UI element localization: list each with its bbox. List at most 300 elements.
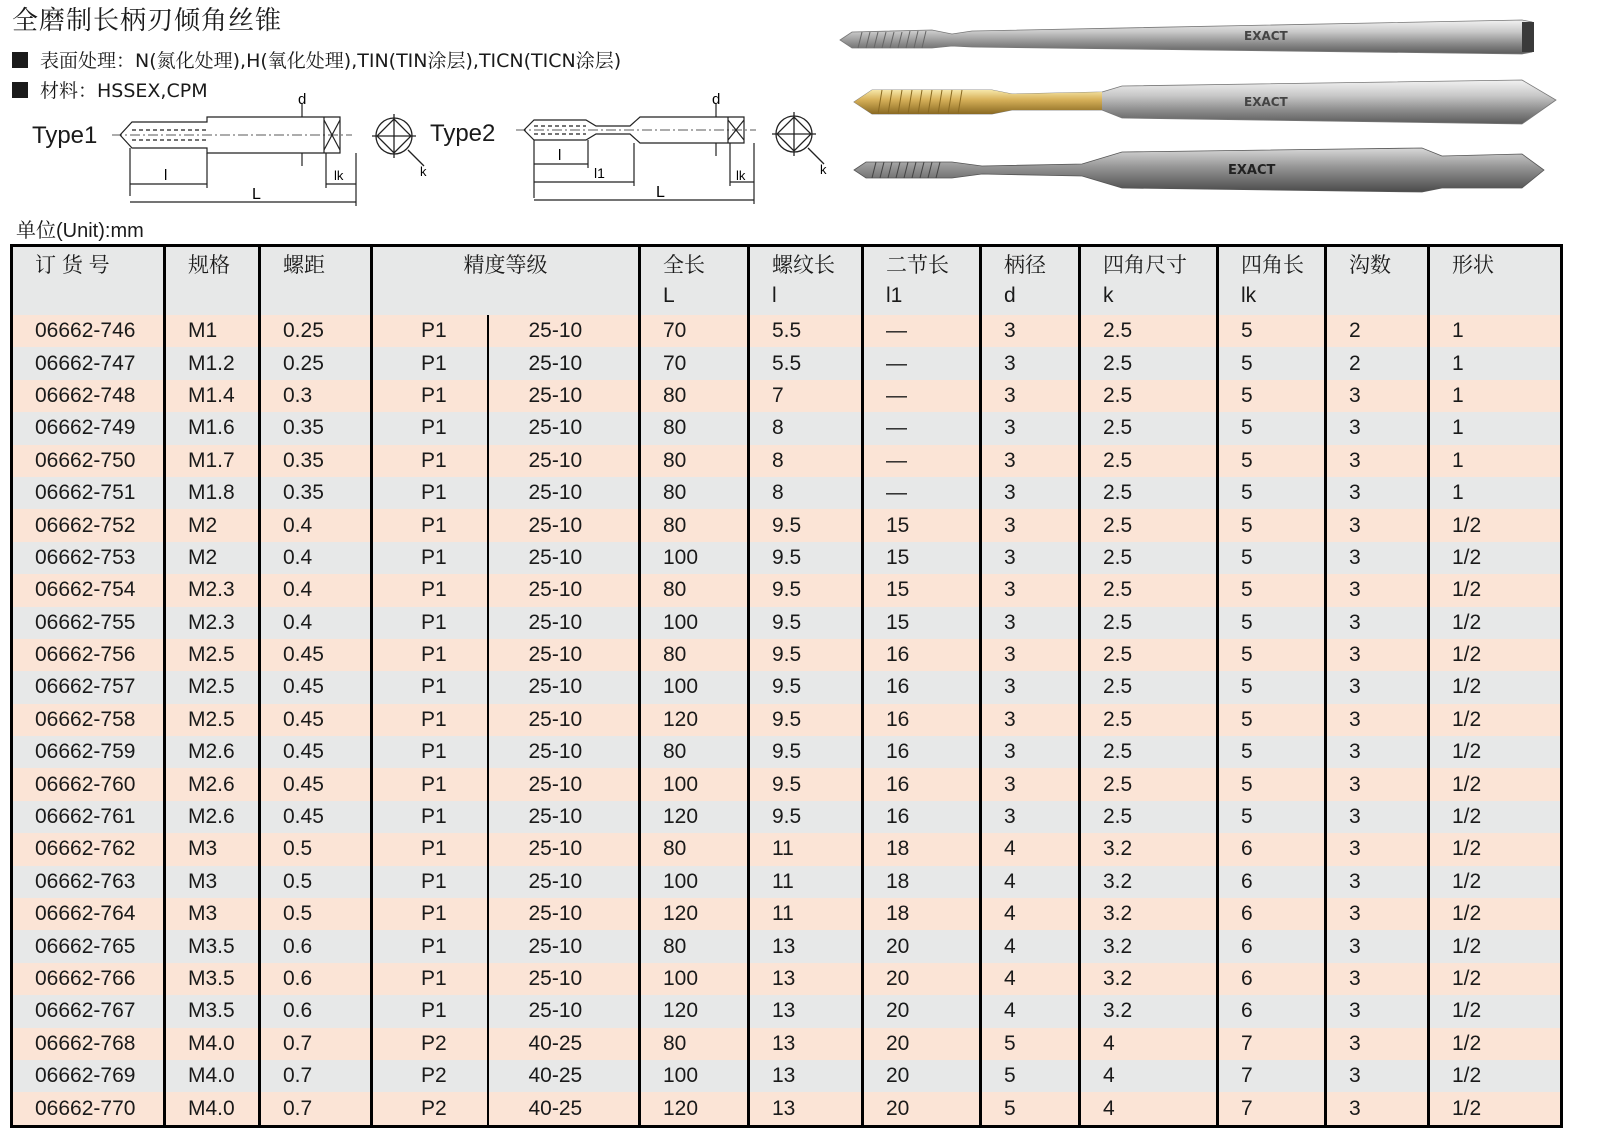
type1-square-end-view	[372, 112, 432, 182]
cell-spec: M3.5	[165, 995, 260, 1027]
cell-accuracy-class: P1	[372, 639, 488, 671]
cell-thread-length: 13	[749, 1060, 863, 1092]
cell-shank: 3	[981, 801, 1080, 833]
cell-pitch: 0.45	[260, 736, 372, 768]
cell-square: 2.5	[1080, 768, 1218, 800]
table-row	[12, 607, 1562, 639]
table-row	[12, 315, 1562, 347]
table-row	[12, 866, 1562, 898]
cell-pitch: 0.35	[260, 412, 372, 444]
cell-shank: 3	[981, 607, 1080, 639]
cell-flutes: 3	[1326, 1092, 1429, 1126]
page-title: 全磨制长柄刃倾角丝锥	[12, 6, 283, 36]
cell-flutes: 3	[1326, 445, 1429, 477]
cell-thread-length: 11	[749, 833, 863, 865]
cell-pitch: 0.45	[260, 639, 372, 671]
cell-length: 100	[640, 768, 749, 800]
cell-flutes: 3	[1326, 768, 1429, 800]
cell-accuracy-class: P1	[372, 412, 488, 444]
cell-order-no: 06662-746	[12, 315, 165, 347]
cell-length: 70	[640, 347, 749, 379]
cell-length: 80	[640, 833, 749, 865]
cell-order-no: 06662-754	[12, 574, 165, 606]
cell-shank: 3	[981, 542, 1080, 574]
cell-thread-length: 13	[749, 930, 863, 962]
cell-thread-length: 9.5	[749, 607, 863, 639]
tool-brand-label: EXACT	[1244, 29, 1288, 43]
table-row	[12, 704, 1562, 736]
cell-flutes: 3	[1326, 574, 1429, 606]
cell-shank: 3	[981, 412, 1080, 444]
cell-shank: 3	[981, 639, 1080, 671]
cell-second-length: —	[863, 477, 981, 509]
cell-accuracy-grade: 25-10	[488, 671, 640, 703]
header-square-length: 四角长 lk	[1218, 246, 1326, 316]
cell-pitch: 0.35	[260, 445, 372, 477]
table-row	[12, 347, 1562, 379]
table-row	[12, 736, 1562, 768]
cell-length: 120	[640, 995, 749, 1027]
cell-shank: 4	[981, 963, 1080, 995]
table-row	[12, 542, 1562, 574]
cell-shape: 1	[1429, 380, 1562, 412]
cell-square-length: 5	[1218, 380, 1326, 412]
cell-spec: M3.5	[165, 963, 260, 995]
cell-accuracy-class: P1	[372, 930, 488, 962]
cell-accuracy-class: P1	[372, 736, 488, 768]
cell-square-length: 5	[1218, 477, 1326, 509]
cell-length: 120	[640, 801, 749, 833]
cell-shank: 3	[981, 380, 1080, 412]
cell-accuracy-class: P1	[372, 866, 488, 898]
cell-spec: M3	[165, 833, 260, 865]
cell-accuracy-grade: 25-10	[488, 639, 640, 671]
cell-length: 80	[640, 380, 749, 412]
dim-L-label: L	[252, 186, 261, 203]
cell-shape: 1/2	[1429, 1028, 1562, 1060]
cell-shape: 1/2	[1429, 736, 1562, 768]
cell-flutes: 3	[1326, 898, 1429, 930]
cell-second-length: —	[863, 347, 981, 379]
cell-pitch: 0.6	[260, 995, 372, 1027]
cell-flutes: 3	[1326, 639, 1429, 671]
cell-spec: M2.6	[165, 768, 260, 800]
cell-shape: 1/2	[1429, 542, 1562, 574]
header-order-no: 订 货 号	[12, 246, 165, 316]
cell-spec: M1.8	[165, 477, 260, 509]
cell-spec: M3	[165, 898, 260, 930]
cell-shank: 3	[981, 671, 1080, 703]
cell-square-length: 5	[1218, 801, 1326, 833]
cell-square: 4	[1080, 1092, 1218, 1126]
table-row	[12, 477, 1562, 509]
cell-shank: 5	[981, 1028, 1080, 1060]
cell-shank: 5	[981, 1092, 1080, 1126]
cell-order-no: 06662-752	[12, 509, 165, 541]
tool-1	[840, 20, 1534, 54]
cell-flutes: 2	[1326, 315, 1429, 347]
cell-second-length: —	[863, 380, 981, 412]
cell-spec: M1.2	[165, 347, 260, 379]
cell-pitch: 0.7	[260, 1028, 372, 1060]
table-row	[12, 574, 1562, 606]
cell-accuracy-class: P1	[372, 607, 488, 639]
cell-length: 100	[640, 963, 749, 995]
tool-brand-label: EXACT	[1228, 163, 1276, 178]
cell-thread-length: 9.5	[749, 704, 863, 736]
cell-accuracy-grade: 25-10	[488, 833, 640, 865]
cell-second-length: 20	[863, 1092, 981, 1126]
header-accuracy: 精度等级	[372, 246, 640, 316]
table-row	[12, 412, 1562, 444]
cell-pitch: 0.4	[260, 607, 372, 639]
cell-thread-length: 8	[749, 412, 863, 444]
dim-k-label: k	[420, 164, 427, 179]
cell-spec: M3.5	[165, 930, 260, 962]
cell-length: 80	[640, 930, 749, 962]
cell-thread-length: 5.5	[749, 315, 863, 347]
cell-spec: M2.3	[165, 607, 260, 639]
cell-flutes: 3	[1326, 477, 1429, 509]
cell-thread-length: 9.5	[749, 671, 863, 703]
header-length: 全长 L	[640, 246, 749, 316]
cell-order-no: 06662-758	[12, 704, 165, 736]
cell-order-no: 06662-747	[12, 347, 165, 379]
cell-pitch: 0.25	[260, 347, 372, 379]
cell-shape: 1/2	[1429, 898, 1562, 930]
cell-square-length: 6	[1218, 833, 1326, 865]
cell-pitch: 0.5	[260, 833, 372, 865]
cell-thread-length: 9.5	[749, 639, 863, 671]
cell-thread-length: 9.5	[749, 542, 863, 574]
cell-thread-length: 11	[749, 866, 863, 898]
cell-length: 120	[640, 704, 749, 736]
cell-square-length: 5	[1218, 607, 1326, 639]
cell-second-length: —	[863, 315, 981, 347]
cell-flutes: 3	[1326, 833, 1429, 865]
cell-shank: 3	[981, 768, 1080, 800]
cell-spec: M2.6	[165, 736, 260, 768]
cell-square-length: 5	[1218, 445, 1326, 477]
cell-pitch: 0.6	[260, 930, 372, 962]
cell-accuracy-class: P1	[372, 704, 488, 736]
cell-spec: M2.5	[165, 639, 260, 671]
cell-accuracy-class: P1	[372, 898, 488, 930]
cell-accuracy-class: P1	[372, 315, 488, 347]
cell-accuracy-class: P2	[372, 1092, 488, 1126]
cell-spec: M2.5	[165, 704, 260, 736]
cell-thread-length: 13	[749, 995, 863, 1027]
table-row	[12, 801, 1562, 833]
cell-accuracy-grade: 25-10	[488, 542, 640, 574]
material-text: 材料：HSSEX,CPM	[40, 80, 208, 102]
type2-square-end-view	[772, 110, 832, 180]
cell-pitch: 0.5	[260, 866, 372, 898]
cell-spec: M1.6	[165, 412, 260, 444]
cell-order-no: 06662-756	[12, 639, 165, 671]
cell-order-no: 06662-761	[12, 801, 165, 833]
cell-accuracy-class: P1	[372, 833, 488, 865]
cell-pitch: 0.5	[260, 898, 372, 930]
cell-second-length: 20	[863, 1028, 981, 1060]
cell-shape: 1	[1429, 477, 1562, 509]
cell-square-length: 5	[1218, 639, 1326, 671]
cell-order-no: 06662-757	[12, 671, 165, 703]
table-row	[12, 1092, 1562, 1126]
cell-square-length: 5	[1218, 574, 1326, 606]
cell-accuracy-grade: 25-10	[488, 509, 640, 541]
cell-accuracy-class: P1	[372, 445, 488, 477]
cell-pitch: 0.45	[260, 768, 372, 800]
table-row	[12, 509, 1562, 541]
table-row	[12, 380, 1562, 412]
cell-flutes: 3	[1326, 412, 1429, 444]
cell-shank: 3	[981, 574, 1080, 606]
cell-pitch: 0.35	[260, 477, 372, 509]
cell-length: 100	[640, 542, 749, 574]
cell-shank: 3	[981, 315, 1080, 347]
cell-flutes: 3	[1326, 607, 1429, 639]
cell-shank: 4	[981, 898, 1080, 930]
cell-square: 2.5	[1080, 380, 1218, 412]
cell-flutes: 3	[1326, 736, 1429, 768]
dim-L-label: L	[656, 184, 665, 201]
cell-order-no: 06662-751	[12, 477, 165, 509]
tap-tools-photo	[832, 6, 1562, 206]
cell-spec: M4.0	[165, 1092, 260, 1126]
cell-thread-length: 11	[749, 898, 863, 930]
cell-accuracy-class: P1	[372, 671, 488, 703]
cell-square-length: 5	[1218, 509, 1326, 541]
cell-shape: 1/2	[1429, 866, 1562, 898]
cell-accuracy-grade: 25-10	[488, 607, 640, 639]
cell-square: 2.5	[1080, 445, 1218, 477]
cell-shape: 1/2	[1429, 833, 1562, 865]
dim-lk-label: lk	[334, 168, 344, 183]
cell-pitch: 0.3	[260, 380, 372, 412]
cell-shape: 1/2	[1429, 1060, 1562, 1092]
cell-square: 2.5	[1080, 639, 1218, 671]
cell-spec: M2.5	[165, 671, 260, 703]
table-row	[12, 671, 1562, 703]
cell-spec: M1.7	[165, 445, 260, 477]
square-bullet-icon	[12, 52, 28, 68]
cell-second-length: 16	[863, 671, 981, 703]
unit-label: 单位(Unit):mm	[16, 220, 144, 242]
cell-square: 2.5	[1080, 477, 1218, 509]
cell-square: 3.2	[1080, 963, 1218, 995]
cell-shape: 1/2	[1429, 574, 1562, 606]
cell-spec: M2.6	[165, 801, 260, 833]
type1-tap-diagram	[112, 90, 362, 208]
cell-accuracy-grade: 25-10	[488, 736, 640, 768]
cell-square: 2.5	[1080, 704, 1218, 736]
header-shape: 形状	[1429, 246, 1562, 316]
header-second-length: 二节长 l1	[863, 246, 981, 316]
table-header-row	[12, 246, 1562, 316]
cell-length: 120	[640, 1092, 749, 1126]
cell-square-length: 6	[1218, 930, 1326, 962]
cell-length: 80	[640, 445, 749, 477]
cell-thread-length: 7	[749, 380, 863, 412]
cell-length: 80	[640, 736, 749, 768]
cell-length: 100	[640, 607, 749, 639]
cell-thread-length: 9.5	[749, 574, 863, 606]
cell-square: 2.5	[1080, 607, 1218, 639]
cell-square-length: 6	[1218, 995, 1326, 1027]
cell-length: 80	[640, 639, 749, 671]
cell-pitch: 0.4	[260, 542, 372, 574]
cell-accuracy-grade: 25-10	[488, 801, 640, 833]
cell-accuracy-class: P1	[372, 542, 488, 574]
cell-shape: 1	[1429, 445, 1562, 477]
cell-accuracy-grade: 25-10	[488, 768, 640, 800]
cell-square-length: 6	[1218, 866, 1326, 898]
dim-l-label: l	[558, 147, 562, 164]
cell-thread-length: 8	[749, 445, 863, 477]
cell-order-no: 06662-760	[12, 768, 165, 800]
cell-spec: M2	[165, 542, 260, 574]
cell-square-length: 5	[1218, 704, 1326, 736]
cell-spec: M2	[165, 509, 260, 541]
cell-shape: 1/2	[1429, 768, 1562, 800]
cell-flutes: 3	[1326, 704, 1429, 736]
dim-d-label: d	[298, 91, 307, 108]
cell-accuracy-class: P1	[372, 995, 488, 1027]
cell-accuracy-grade: 25-10	[488, 477, 640, 509]
cell-accuracy-class: P1	[372, 380, 488, 412]
cell-length: 80	[640, 412, 749, 444]
cell-second-length: 18	[863, 866, 981, 898]
spec-table	[10, 244, 1563, 1128]
cell-square: 2.5	[1080, 736, 1218, 768]
cell-order-no: 06662-755	[12, 607, 165, 639]
dim-k-label: k	[820, 162, 827, 177]
square-bullet-icon	[12, 82, 28, 98]
cell-flutes: 3	[1326, 380, 1429, 412]
cell-shank: 3	[981, 445, 1080, 477]
cell-thread-length: 9.5	[749, 801, 863, 833]
cell-accuracy-class: P1	[372, 801, 488, 833]
cell-shape: 1/2	[1429, 1092, 1562, 1126]
cell-shank: 3	[981, 509, 1080, 541]
cell-shape: 1/2	[1429, 639, 1562, 671]
cell-second-length: 16	[863, 801, 981, 833]
cell-accuracy-grade: 25-10	[488, 380, 640, 412]
cell-square-length: 7	[1218, 1028, 1326, 1060]
cell-shape: 1/2	[1429, 607, 1562, 639]
cell-length: 80	[640, 477, 749, 509]
cell-order-no: 06662-759	[12, 736, 165, 768]
cell-square-length: 5	[1218, 347, 1326, 379]
cell-square-length: 5	[1218, 768, 1326, 800]
dim-lk-label: lk	[736, 168, 746, 183]
cell-shape: 1	[1429, 315, 1562, 347]
cell-pitch: 0.25	[260, 315, 372, 347]
cell-length: 100	[640, 866, 749, 898]
cell-square-length: 5	[1218, 412, 1326, 444]
surface-treatment-line	[12, 46, 621, 73]
cell-square: 2.5	[1080, 671, 1218, 703]
cell-pitch: 0.4	[260, 509, 372, 541]
table-row	[12, 445, 1562, 477]
cell-accuracy-class: P2	[372, 1060, 488, 1092]
cell-flutes: 3	[1326, 1060, 1429, 1092]
cell-square: 2.5	[1080, 542, 1218, 574]
cell-order-no: 06662-770	[12, 1092, 165, 1126]
cell-shape: 1/2	[1429, 995, 1562, 1027]
cell-pitch: 0.7	[260, 1092, 372, 1126]
cell-second-length: 16	[863, 736, 981, 768]
cell-thread-length: 9.5	[749, 736, 863, 768]
cell-second-length: 15	[863, 574, 981, 606]
cell-square-length: 5	[1218, 315, 1326, 347]
cell-shank: 4	[981, 995, 1080, 1027]
table-row	[12, 995, 1562, 1027]
header-thread-length: 螺纹长 l	[749, 246, 863, 316]
cell-pitch: 0.45	[260, 671, 372, 703]
cell-thread-length: 9.5	[749, 768, 863, 800]
cell-pitch: 0.4	[260, 574, 372, 606]
cell-second-length: 18	[863, 898, 981, 930]
cell-shank: 4	[981, 930, 1080, 962]
type2-tap-diagram	[516, 90, 766, 208]
cell-accuracy-grade: 25-10	[488, 315, 640, 347]
cell-shape: 1/2	[1429, 509, 1562, 541]
cell-second-length: 20	[863, 1060, 981, 1092]
cell-flutes: 3	[1326, 963, 1429, 995]
cell-accuracy-class: P1	[372, 509, 488, 541]
cell-second-length: 20	[863, 930, 981, 962]
cell-length: 100	[640, 1060, 749, 1092]
cell-second-length: 18	[863, 833, 981, 865]
header-pitch: 螺距	[260, 246, 372, 316]
cell-accuracy-class: P1	[372, 574, 488, 606]
cell-second-length: —	[863, 445, 981, 477]
cell-accuracy-grade: 25-10	[488, 930, 640, 962]
cell-thread-length: 5.5	[749, 347, 863, 379]
cell-flutes: 3	[1326, 801, 1429, 833]
table-body	[12, 315, 1562, 1126]
cell-accuracy-class: P1	[372, 477, 488, 509]
cell-length: 120	[640, 898, 749, 930]
cell-second-length: 20	[863, 995, 981, 1027]
surface-treatment-text: 表面处理：N(氮化处理),H(氧化处理),TIN(TIN涂层),TICN(TICN涂层)	[40, 50, 622, 72]
cell-square: 2.5	[1080, 315, 1218, 347]
cell-spec: M1	[165, 315, 260, 347]
cell-flutes: 3	[1326, 866, 1429, 898]
cell-pitch: 0.45	[260, 801, 372, 833]
cell-shape: 1/2	[1429, 704, 1562, 736]
cell-spec: M4.0	[165, 1060, 260, 1092]
dim-l1-label: l1	[594, 165, 605, 181]
cell-length: 80	[640, 574, 749, 606]
cell-square: 2.5	[1080, 574, 1218, 606]
cell-thread-length: 13	[749, 1092, 863, 1126]
cell-pitch: 0.7	[260, 1060, 372, 1092]
cell-shank: 4	[981, 866, 1080, 898]
cell-spec: M1.4	[165, 380, 260, 412]
cell-shank: 4	[981, 833, 1080, 865]
cell-accuracy-grade: 25-10	[488, 866, 640, 898]
cell-shape: 1/2	[1429, 963, 1562, 995]
cell-accuracy-grade: 40-25	[488, 1028, 640, 1060]
cell-thread-length: 9.5	[749, 509, 863, 541]
cell-flutes: 3	[1326, 995, 1429, 1027]
cell-shape: 1/2	[1429, 930, 1562, 962]
tool-brand-label: EXACT	[1244, 95, 1288, 109]
table-row	[12, 639, 1562, 671]
